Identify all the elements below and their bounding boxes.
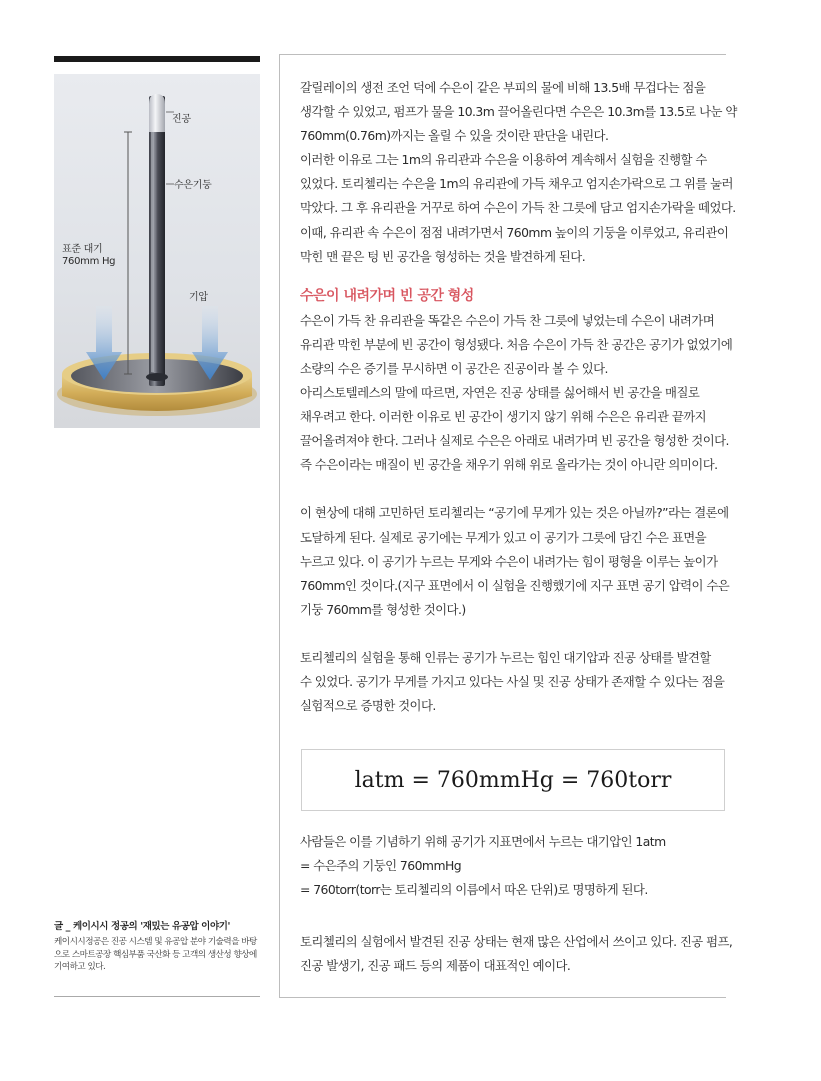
section-paragraph-2 — [300, 501, 732, 621]
text-line: 이때, 유리관 속 수은이 점점 내려가면서 760mm 높이의 기둥을 이루었고, 유리관이 — [300, 224, 729, 240]
text-line: 이러한 이유로 그는 1m의 유리관과 수은을 이용하여 계속해서 실험을 진행할 수 — [300, 152, 707, 168]
frame-top-line — [279, 54, 726, 55]
text-line: 기둥 760mm를 형성한 것이다.) — [300, 601, 466, 617]
credit-title: 글 _ 케이시시 정공의 '재밌는 유공압 이야기' — [54, 921, 231, 932]
text-line: = 수은주의 기둥인 760mmHg — [300, 858, 462, 874]
text-line: 사람들은 이를 기념하기 위해 공기가 지표면에서 누르는 대기압인 1atm — [300, 834, 666, 849]
frame-bottom-line — [279, 997, 726, 998]
text-line: 수 있었다. 공기가 무게를 가지고 있다는 사실 및 진공 상태가 존재할 수 있다는 점을 — [300, 673, 725, 689]
credit-body: 케이시시정공은 진공 시스템 및 유공압 분야 기술력을 바탕으로 스마트공장 핵심부품 국산화 등 고객의 생산성 향상에 기여하고 있다. — [54, 937, 257, 973]
after-formula-block — [300, 830, 732, 902]
text-line: 있었다. 토리첼리는 수은을 1m의 유리관에 가득 채우고 엄지손가락으로 그 위를 눌러 — [300, 176, 733, 192]
label-air-pressure: 기압 — [189, 292, 208, 303]
text-line: 막았다. 그 후 유리관을 거꾸로 하여 수은이 가득 찬 그릇에 담고 엄지손가락을 떼었다. — [300, 200, 736, 216]
text-line: 도달하게 된다. 실제로 공기에는 무게가 있고 이 공기가 그릇에 담긴 수은 표면을 — [300, 529, 707, 545]
text-line: 막힌 맨 끝은 텅 빈 공간을 형성하는 것을 발견하게 된다. — [300, 248, 586, 264]
section-paragraph-3 — [300, 646, 732, 718]
intro-paragraph — [300, 76, 737, 269]
text-line: 생각할 수 있었고, 펌프가 물을 10.3m 끌어올린다면 수은은 10.3m를 13.5로 나눈 약 — [300, 104, 737, 120]
text-line: 갈릴레이의 생전 조언 덕에 수은이 같은 부피의 물에 비해 13.5배 무겁다는 점을 — [300, 80, 706, 95]
text-line: 수은이 가득 찬 유리관을 똑같은 수은이 가득 찬 그릇에 넣었는데 수은이 내려가며 — [300, 312, 715, 328]
column-divider — [279, 54, 280, 998]
author-credit — [54, 918, 260, 974]
text-line: 아리스토텔레스의 말에 따르면, 자연은 진공 상태를 싫어해서 빈 공간을 매질로 — [300, 385, 700, 401]
text-line: 760mm(0.76m)까지는 올릴 수 있을 것이란 판단을 내린다. — [300, 128, 609, 144]
text-line: 이 현상에 대해 고민하던 토리첼리는 “공기에 무게가 있는 것은 아닐까?”라는 결론에 — [300, 505, 729, 521]
label-std-line1: 표준 대기 — [62, 244, 103, 255]
text-line: 760mm인 것이다.(지구 표면에서 이 실험을 진행했기에 지구 표면 공기 압력이 수은 — [300, 577, 730, 593]
text-line: 즉 수은이라는 매질이 빈 공간을 채우기 위해 위로 올라가는 것이 아니란 의미이다. — [300, 457, 718, 473]
text-line: 토리첼리의 실험에서 발견된 진공 상태는 현재 많은 산업에서 쓰이고 있다. 진공 펌프, — [300, 934, 733, 949]
label-standard-atmosphere — [62, 244, 115, 268]
text-line: 진공 발생기, 진공 패드 등의 제품이 대표적인 예이다. — [300, 958, 571, 974]
text-line: 토리첼리의 실험을 통해 인류는 공기가 누르는 힘인 대기압과 진공 상태를 발견할 — [300, 649, 711, 665]
credit-bottom-line — [54, 996, 260, 997]
section-paragraph-1 — [300, 309, 732, 478]
label-vacuum: 진공 — [172, 114, 191, 125]
section-heading: 수은이 내려가며 빈 공간 형성 — [300, 287, 474, 304]
text-line: = 760torr(torr는 토리첼리의 이름에서 따온 단위)로 명명하게 된다. — [300, 882, 648, 898]
text-line: 소량의 수은 증기를 무시하면 이 공간은 진공이라 볼 수 있다. — [300, 360, 608, 376]
text-line: 채우려고 한다. 이러한 이유로 빈 공간이 생기지 않기 위해 수은은 유리관 끝까지 — [300, 409, 707, 425]
text-line: 끌어올려져야 한다. 그러나 실제로 수은은 아래로 내려가며 빈 공간을 형성한 것이다. — [300, 433, 729, 449]
top-rule — [54, 56, 260, 62]
text-line: 유리관 막힌 부분에 빈 공간이 형성됐다. 처음 수은이 가득 찬 공간은 공기가 없었기에 — [300, 336, 733, 352]
label-std-line2: 760mm Hg — [62, 256, 116, 267]
torricelli-figure — [54, 74, 260, 428]
label-mercury-column: 수은기둥 — [174, 180, 212, 191]
text-line: 누르고 있다. 이 공기가 누르는 무게와 수은이 내려가는 힘이 평형을 이루는 높이가 — [300, 553, 718, 569]
article-body — [300, 78, 737, 718]
formula-box: latm = 760mmHg = 760torr — [301, 749, 725, 811]
text-line: 실험적으로 증명한 것이다. — [300, 698, 436, 714]
closing-paragraph — [300, 930, 732, 978]
